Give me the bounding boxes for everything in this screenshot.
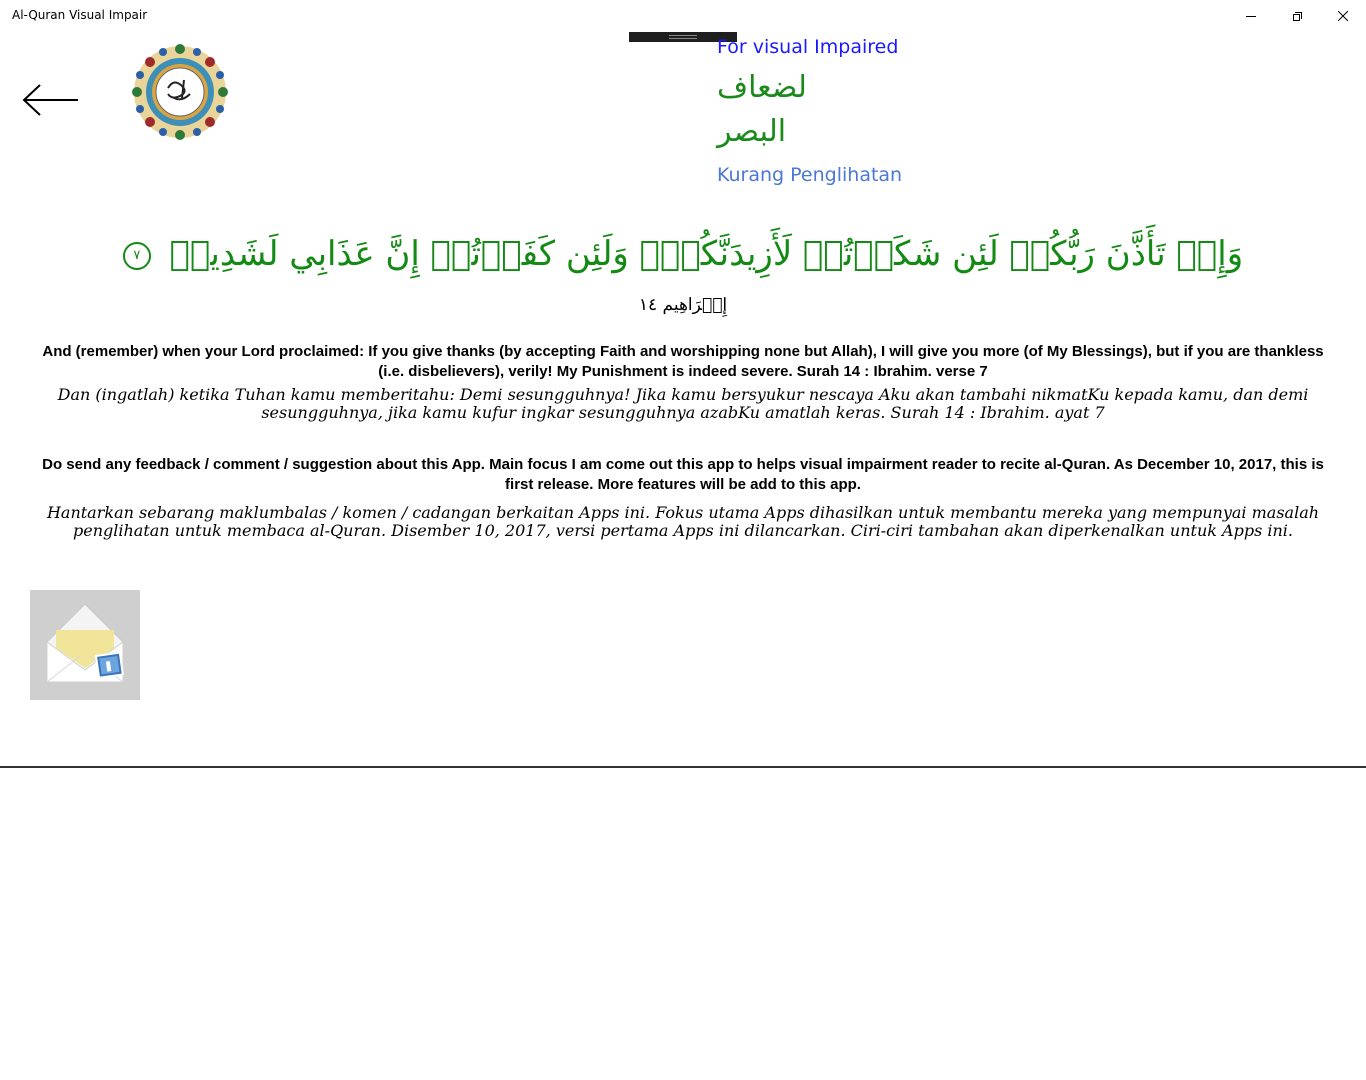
header-titles: [717, 34, 902, 188]
surah-name-text: إِبۡرَاهِيم: [662, 295, 728, 315]
title-arabic: لضعاف البصر: [717, 70, 807, 149]
close-icon: [1338, 11, 1348, 21]
title-malay: Kurang Penglihatan: [717, 164, 903, 186]
window-title: Al-Quran Visual Impair: [12, 8, 148, 22]
back-button[interactable]: [20, 80, 84, 120]
verse-translation-malay: Dan (ingatlah) ketika Tuhan kamu memberitahu: Demi sesungguhnya! Jika kamu bersyukur nescaya Aku akan tambahi nikmatKu kepada kamu, dan demi sesungguhnya, jika kamu kufur ingkar sesungguhnya azabKu amatlah keras. Surah 14 : Ibrahim. ayat 7: [57, 385, 1309, 422]
surah-name: [0, 290, 1366, 320]
verse-translation-english: And (remember) when your Lord proclaimed: If you give thanks (by accepting Faith and worshipping none but Allah), I will give you more (of My Blessings), but if you are thankless (i.e. disbelievers), verily! My Punishment is indeed severe. Surah 14 : Ibrahim. verse 7: [42, 343, 1324, 380]
restore-button[interactable]: [1274, 0, 1320, 32]
title-english: For visual Impaired: [717, 36, 899, 58]
ayah-number-marker: ٧: [123, 242, 151, 270]
feedback-message-english: Do send any feedback / comment / suggestion about this App. Main focus I am come out this app to helps visual impairment reader to recite al-Quran. As December 10, 2017, this is first release. More features will be add to this app.: [42, 456, 1324, 493]
mail-envelope-icon: [30, 590, 140, 700]
send-feedback-mail-button[interactable]: [30, 590, 140, 700]
verse-arabic: [0, 222, 1366, 286]
arrow-left-icon: [20, 80, 84, 120]
verse-arabic-text: وَإِذۡ تَأَذَّنَ رَبُّكُمۡ لَئِن شَكَرۡتُمۡ لَأَزِيدَنَّكُمۡۖ وَلَئِن كَفَرۡتُمۡ إِنَّ عَذَابِي لَشَدِيدٞ: [169, 234, 1244, 274]
surah-number: ١٤: [638, 295, 658, 315]
restore-icon: [1293, 12, 1302, 21]
close-button[interactable]: [1320, 0, 1366, 32]
bottom-divider: [0, 766, 1366, 768]
minimize-button[interactable]: [1228, 0, 1274, 32]
quran-medallion-logo: [130, 42, 230, 142]
feedback-message-malay: Hantarkan sebarang maklumbalas / komen / cadangan berkaitan Apps ini. Fokus utama Apps dihasilkan untuk membantu mereka yang mempunyai masalah penglihatan untuk membaca al-Quran. Disember 10, 2017, versi pertama Apps ini dilancarkan. Ciri-ciri tambahan akan diperkenalkan untuk Apps ini.: [46, 503, 1320, 540]
minimize-icon: [1246, 16, 1256, 17]
grip-icon: [669, 35, 697, 39]
title-bar: [0, 0, 1366, 32]
